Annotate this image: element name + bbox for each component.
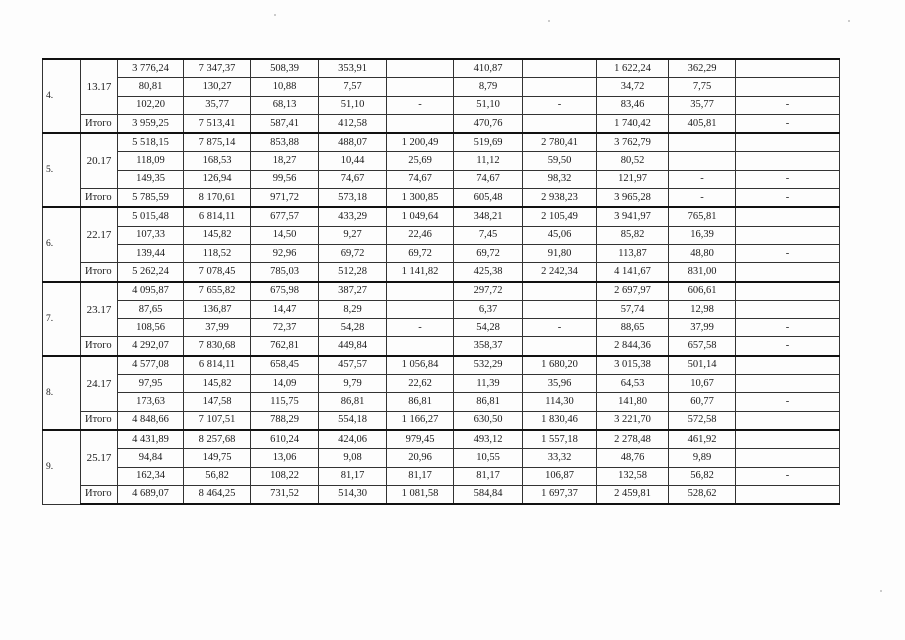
value-cell: 81,17: [319, 467, 387, 485]
total-cell: 1 166,27: [387, 411, 454, 430]
value-cell: 10,67: [669, 375, 736, 393]
value-cell: 1 049,64: [387, 207, 454, 226]
table-row: [43, 96, 840, 114]
group-code: 24.17: [81, 356, 118, 411]
table-row: [43, 133, 840, 152]
value-cell: 130,27: [184, 78, 251, 96]
value-cell: 86,81: [387, 393, 454, 411]
table-row: [43, 207, 840, 226]
value-cell: 424,06: [319, 430, 387, 449]
total-cell: 3 965,28: [597, 189, 669, 208]
value-cell: 37,99: [184, 319, 251, 337]
value-cell: -: [387, 319, 454, 337]
value-cell: 86,81: [319, 393, 387, 411]
value-cell: [669, 152, 736, 170]
total-cell: 3 221,70: [597, 411, 669, 430]
value-cell: [736, 152, 840, 170]
value-cell: 87,65: [118, 300, 184, 318]
value-cell: 35,77: [669, 96, 736, 114]
value-cell: 51,10: [454, 96, 523, 114]
total-label: Итого: [81, 189, 118, 208]
value-cell: -: [523, 319, 597, 337]
group-code: 25.17: [81, 430, 118, 485]
value-cell: -: [736, 467, 840, 485]
value-cell: 353,91: [319, 59, 387, 78]
value-cell: 51,10: [319, 96, 387, 114]
total-cell: 3 959,25: [118, 114, 184, 133]
total-cell: 7 078,45: [184, 263, 251, 282]
value-cell: 14,50: [251, 226, 319, 244]
value-cell: 14,47: [251, 300, 319, 318]
value-cell: [736, 78, 840, 96]
value-cell: 168,53: [184, 152, 251, 170]
value-cell: 6,37: [454, 300, 523, 318]
value-cell: 362,29: [669, 59, 736, 78]
total-cell: -: [669, 189, 736, 208]
value-cell: 7,57: [319, 78, 387, 96]
total-cell: [736, 411, 840, 430]
value-cell: 1 680,20: [523, 356, 597, 375]
value-cell: 94,84: [118, 449, 184, 467]
value-cell: 6 814,11: [184, 207, 251, 226]
total-cell: 412,58: [319, 114, 387, 133]
value-cell: 8,79: [454, 78, 523, 96]
total-cell: 1 141,82: [387, 263, 454, 282]
value-cell: 9,27: [319, 226, 387, 244]
group-number: 5.: [43, 133, 81, 207]
total-cell: [523, 337, 597, 356]
value-cell: 102,20: [118, 96, 184, 114]
scan-speck: [848, 20, 850, 22]
value-cell: 86,81: [454, 393, 523, 411]
value-cell: -: [387, 96, 454, 114]
value-cell: 493,12: [454, 430, 523, 449]
value-cell: 98,32: [523, 170, 597, 188]
total-cell: 630,50: [454, 411, 523, 430]
table-row: [43, 319, 840, 337]
total-cell: 7 513,41: [184, 114, 251, 133]
value-cell: 149,75: [184, 449, 251, 467]
value-cell: [736, 133, 840, 152]
value-cell: 9,89: [669, 449, 736, 467]
value-cell: 80,81: [118, 78, 184, 96]
value-cell: 606,61: [669, 282, 736, 301]
value-cell: -: [523, 96, 597, 114]
value-cell: 121,97: [597, 170, 669, 188]
value-cell: [736, 207, 840, 226]
value-cell: 74,67: [387, 170, 454, 188]
value-cell: 457,57: [319, 356, 387, 375]
table-total-row: [43, 411, 840, 430]
total-cell: 554,18: [319, 411, 387, 430]
value-cell: [736, 449, 840, 467]
value-cell: 2 780,41: [523, 133, 597, 152]
total-cell: [736, 263, 840, 282]
value-cell: 88,65: [597, 319, 669, 337]
group-number: 4.: [43, 59, 81, 133]
value-cell: 126,94: [184, 170, 251, 188]
value-cell: 4 431,89: [118, 430, 184, 449]
value-cell: 8 257,68: [184, 430, 251, 449]
value-cell: 13,06: [251, 449, 319, 467]
total-cell: 5 262,24: [118, 263, 184, 282]
table-total-row: [43, 337, 840, 356]
value-cell: 2 278,48: [597, 430, 669, 449]
value-cell: 4 095,87: [118, 282, 184, 301]
table-row: [43, 449, 840, 467]
value-cell: 7 347,37: [184, 59, 251, 78]
value-cell: 532,29: [454, 356, 523, 375]
value-cell: 60,77: [669, 393, 736, 411]
value-cell: 45,06: [523, 226, 597, 244]
value-cell: 33,32: [523, 449, 597, 467]
value-cell: 1 622,24: [597, 59, 669, 78]
value-cell: 3 762,79: [597, 133, 669, 152]
total-cell: 572,58: [669, 411, 736, 430]
total-label: Итого: [81, 337, 118, 356]
value-cell: 56,82: [669, 467, 736, 485]
value-cell: 348,21: [454, 207, 523, 226]
value-cell: 9,79: [319, 375, 387, 393]
value-cell: 80,52: [597, 152, 669, 170]
value-cell: 54,28: [319, 319, 387, 337]
scan-speck: [274, 14, 276, 16]
value-cell: 853,88: [251, 133, 319, 152]
value-cell: 7 655,82: [184, 282, 251, 301]
value-cell: 139,44: [118, 244, 184, 262]
value-cell: 69,72: [387, 244, 454, 262]
value-cell: 35,96: [523, 375, 597, 393]
table-row: [43, 226, 840, 244]
value-cell: 35,77: [184, 96, 251, 114]
table-row: [43, 393, 840, 411]
value-cell: [736, 375, 840, 393]
total-label: Итого: [81, 485, 118, 504]
value-cell: 81,17: [454, 467, 523, 485]
value-cell: 97,95: [118, 375, 184, 393]
value-cell: [736, 356, 840, 375]
value-cell: 297,72: [454, 282, 523, 301]
value-cell: 54,28: [454, 319, 523, 337]
group-number: 9.: [43, 430, 81, 504]
table-row: [43, 170, 840, 188]
value-cell: 14,09: [251, 375, 319, 393]
total-cell: 605,48: [454, 189, 523, 208]
value-cell: 10,55: [454, 449, 523, 467]
total-cell: 762,81: [251, 337, 319, 356]
total-cell: 7 107,51: [184, 411, 251, 430]
value-cell: -: [736, 319, 840, 337]
table-row: [43, 430, 840, 449]
scanned-table-page: [42, 58, 839, 505]
value-cell: 501,14: [669, 356, 736, 375]
value-cell: 10,44: [319, 152, 387, 170]
value-cell: 5 518,15: [118, 133, 184, 152]
value-cell: 25,69: [387, 152, 454, 170]
value-cell: [736, 300, 840, 318]
value-cell: 658,45: [251, 356, 319, 375]
value-cell: [387, 59, 454, 78]
total-cell: 788,29: [251, 411, 319, 430]
scan-speck: [880, 590, 882, 592]
total-cell: 1 300,85: [387, 189, 454, 208]
total-cell: 1 081,58: [387, 485, 454, 504]
total-cell: 7 830,68: [184, 337, 251, 356]
value-cell: 16,39: [669, 226, 736, 244]
value-cell: 91,80: [523, 244, 597, 262]
value-cell: [387, 78, 454, 96]
value-cell: 113,87: [597, 244, 669, 262]
table-row: [43, 152, 840, 170]
value-cell: 7,75: [669, 78, 736, 96]
group-code: 20.17: [81, 133, 118, 188]
value-cell: 387,27: [319, 282, 387, 301]
value-cell: [669, 133, 736, 152]
value-cell: 3 941,97: [597, 207, 669, 226]
value-cell: -: [669, 170, 736, 188]
value-cell: 57,74: [597, 300, 669, 318]
total-cell: 657,58: [669, 337, 736, 356]
value-cell: [387, 300, 454, 318]
group-code: 23.17: [81, 282, 118, 337]
value-cell: 3 015,38: [597, 356, 669, 375]
value-cell: 92,96: [251, 244, 319, 262]
value-cell: 68,13: [251, 96, 319, 114]
value-cell: 12,98: [669, 300, 736, 318]
table-total-row: [43, 485, 840, 504]
value-cell: 136,87: [184, 300, 251, 318]
total-label: Итого: [81, 411, 118, 430]
total-cell: -: [736, 189, 840, 208]
table-row: [43, 244, 840, 262]
value-cell: 675,98: [251, 282, 319, 301]
value-cell: 48,80: [669, 244, 736, 262]
value-cell: 18,27: [251, 152, 319, 170]
table-row: [43, 282, 840, 301]
value-cell: 610,24: [251, 430, 319, 449]
total-cell: 2 844,36: [597, 337, 669, 356]
total-cell: 731,52: [251, 485, 319, 504]
value-cell: -: [736, 170, 840, 188]
value-cell: 508,39: [251, 59, 319, 78]
total-cell: [736, 485, 840, 504]
value-cell: 488,07: [319, 133, 387, 152]
value-cell: 677,57: [251, 207, 319, 226]
value-cell: 147,58: [184, 393, 251, 411]
total-cell: 2 242,34: [523, 263, 597, 282]
value-cell: 3 776,24: [118, 59, 184, 78]
total-cell: 425,38: [454, 263, 523, 282]
total-cell: 8 170,61: [184, 189, 251, 208]
group-number: 6.: [43, 207, 81, 281]
table-total-row: [43, 114, 840, 133]
value-cell: 8,29: [319, 300, 387, 318]
value-cell: 69,72: [454, 244, 523, 262]
value-cell: 7,45: [454, 226, 523, 244]
value-cell: 2 697,97: [597, 282, 669, 301]
value-cell: 106,87: [523, 467, 597, 485]
total-cell: 573,18: [319, 189, 387, 208]
value-cell: 34,72: [597, 78, 669, 96]
value-cell: 10,88: [251, 78, 319, 96]
value-cell: [523, 300, 597, 318]
total-cell: -: [736, 114, 840, 133]
value-cell: 107,33: [118, 226, 184, 244]
total-cell: 2 938,23: [523, 189, 597, 208]
value-cell: 74,67: [454, 170, 523, 188]
value-cell: 22,46: [387, 226, 454, 244]
value-cell: 11,39: [454, 375, 523, 393]
value-cell: [736, 226, 840, 244]
value-cell: 118,52: [184, 244, 251, 262]
group-code: 13.17: [81, 59, 118, 114]
total-cell: 4 141,67: [597, 263, 669, 282]
value-cell: 118,09: [118, 152, 184, 170]
value-cell: 145,82: [184, 375, 251, 393]
total-cell: 514,30: [319, 485, 387, 504]
value-cell: 149,35: [118, 170, 184, 188]
value-cell: 9,08: [319, 449, 387, 467]
total-cell: [387, 114, 454, 133]
total-cell: -: [736, 337, 840, 356]
table-row: [43, 78, 840, 96]
value-cell: 22,62: [387, 375, 454, 393]
total-label: Итого: [81, 114, 118, 133]
value-cell: 145,82: [184, 226, 251, 244]
table-row: [43, 467, 840, 485]
value-cell: -: [736, 96, 840, 114]
value-cell: 85,82: [597, 226, 669, 244]
value-cell: 1 200,49: [387, 133, 454, 152]
total-cell: 831,00: [669, 263, 736, 282]
value-cell: [736, 282, 840, 301]
total-cell: 1 697,37: [523, 485, 597, 504]
value-cell: 141,80: [597, 393, 669, 411]
total-cell: [523, 114, 597, 133]
table-row: [43, 356, 840, 375]
total-cell: 971,72: [251, 189, 319, 208]
total-cell: 1 740,42: [597, 114, 669, 133]
value-cell: 108,56: [118, 319, 184, 337]
cost-table: [42, 58, 840, 505]
value-cell: 162,34: [118, 467, 184, 485]
total-cell: 2 459,81: [597, 485, 669, 504]
table-body: [43, 59, 840, 504]
total-cell: 528,62: [669, 485, 736, 504]
table-total-row: [43, 263, 840, 282]
value-cell: 7 875,14: [184, 133, 251, 152]
value-cell: 56,82: [184, 467, 251, 485]
value-cell: 48,76: [597, 449, 669, 467]
value-cell: 765,81: [669, 207, 736, 226]
value-cell: 115,75: [251, 393, 319, 411]
scan-speck: [548, 20, 550, 22]
total-cell: 405,81: [669, 114, 736, 133]
group-code: 22.17: [81, 207, 118, 262]
value-cell: 69,72: [319, 244, 387, 262]
table-row: [43, 300, 840, 318]
value-cell: 20,96: [387, 449, 454, 467]
value-cell: 5 015,48: [118, 207, 184, 226]
value-cell: 4 577,08: [118, 356, 184, 375]
table-row: [43, 375, 840, 393]
value-cell: [523, 282, 597, 301]
value-cell: 173,63: [118, 393, 184, 411]
value-cell: [387, 282, 454, 301]
total-cell: 512,28: [319, 263, 387, 282]
value-cell: [523, 78, 597, 96]
value-cell: 410,87: [454, 59, 523, 78]
value-cell: 83,46: [597, 96, 669, 114]
value-cell: 2 105,49: [523, 207, 597, 226]
value-cell: 1 056,84: [387, 356, 454, 375]
total-cell: 4 292,07: [118, 337, 184, 356]
total-cell: 584,84: [454, 485, 523, 504]
value-cell: 114,30: [523, 393, 597, 411]
value-cell: 519,69: [454, 133, 523, 152]
value-cell: 81,17: [387, 467, 454, 485]
table-row: [43, 59, 840, 78]
total-cell: 4 848,66: [118, 411, 184, 430]
value-cell: [523, 59, 597, 78]
value-cell: 6 814,11: [184, 356, 251, 375]
value-cell: 108,22: [251, 467, 319, 485]
group-number: 7.: [43, 282, 81, 356]
table-total-row: [43, 189, 840, 208]
total-cell: 4 689,07: [118, 485, 184, 504]
value-cell: 433,29: [319, 207, 387, 226]
value-cell: 74,67: [319, 170, 387, 188]
total-cell: 449,84: [319, 337, 387, 356]
value-cell: 979,45: [387, 430, 454, 449]
value-cell: 1 557,18: [523, 430, 597, 449]
value-cell: 11,12: [454, 152, 523, 170]
value-cell: 72,37: [251, 319, 319, 337]
value-cell: [736, 59, 840, 78]
value-cell: 132,58: [597, 467, 669, 485]
total-label: Итого: [81, 263, 118, 282]
total-cell: [387, 337, 454, 356]
total-cell: 470,76: [454, 114, 523, 133]
total-cell: 1 830,46: [523, 411, 597, 430]
value-cell: 59,50: [523, 152, 597, 170]
total-cell: 8 464,25: [184, 485, 251, 504]
total-cell: 785,03: [251, 263, 319, 282]
value-cell: -: [736, 393, 840, 411]
group-number: 8.: [43, 356, 81, 430]
value-cell: 64,53: [597, 375, 669, 393]
total-cell: 587,41: [251, 114, 319, 133]
value-cell: 461,92: [669, 430, 736, 449]
value-cell: 99,56: [251, 170, 319, 188]
value-cell: 37,99: [669, 319, 736, 337]
total-cell: 358,37: [454, 337, 523, 356]
value-cell: -: [736, 244, 840, 262]
value-cell: [736, 430, 840, 449]
total-cell: 5 785,59: [118, 189, 184, 208]
